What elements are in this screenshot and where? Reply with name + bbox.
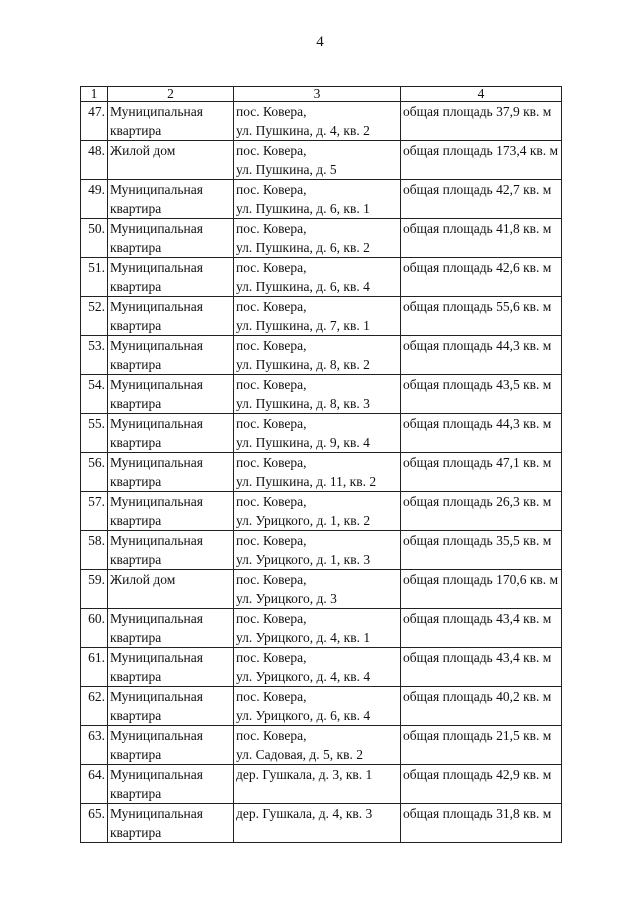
object-type-line: Муниципальная: [110, 377, 203, 392]
address-cell: [234, 492, 401, 531]
object-type-line: Муниципальная: [110, 299, 203, 314]
area-cell: общая площадь 43,4 кв. м: [401, 609, 562, 648]
address-cell: [234, 141, 401, 180]
area-cell: общая площадь 47,1 кв. м: [401, 453, 562, 492]
area-cell: общая площадь 41,8 кв. м: [401, 219, 562, 258]
address-line: пос. Ковера,: [236, 728, 307, 743]
column-header: 4: [401, 87, 562, 102]
address-line: ул. Пушкина, д. 11, кв. 2: [236, 474, 377, 489]
address-line: дер. Гушкала, д. 4, кв. 3: [236, 806, 373, 821]
object-type-cell: [108, 726, 234, 765]
table-row: [81, 726, 562, 765]
object-type-line: квартира: [110, 747, 162, 762]
object-type-cell: [108, 531, 234, 570]
area-cell: общая площадь 173,4 кв. м: [401, 141, 562, 180]
table-row: [81, 141, 562, 180]
row-number-cell: 61.: [81, 648, 108, 687]
row-number-cell: 65.: [81, 804, 108, 843]
address-line: пос. Ковера,: [236, 260, 307, 275]
area-cell: общая площадь 40,2 кв. м: [401, 687, 562, 726]
address-line: пос. Ковера,: [236, 182, 307, 197]
address-cell: [234, 648, 401, 687]
area-cell: общая площадь 31,8 кв. м: [401, 804, 562, 843]
address-cell: [234, 375, 401, 414]
address-line: пос. Ковера,: [236, 377, 307, 392]
table-row: [81, 765, 562, 804]
object-type-line: квартира: [110, 474, 162, 489]
row-number-cell: 51.: [81, 258, 108, 297]
row-number-cell: 63.: [81, 726, 108, 765]
table-row: [81, 453, 562, 492]
object-type-line: квартира: [110, 318, 162, 333]
table-row: [81, 375, 562, 414]
address-line: пос. Ковера,: [236, 338, 307, 353]
area-cell: общая площадь 42,7 кв. м: [401, 180, 562, 219]
address-cell: [234, 414, 401, 453]
object-type-cell: [108, 141, 234, 180]
table-row: [81, 648, 562, 687]
object-type-line: Муниципальная: [110, 455, 203, 470]
address-line: ул. Пушкина, д. 6, кв. 1: [236, 201, 370, 216]
address-line: дер. Гушкала, д. 3, кв. 1: [236, 767, 373, 782]
address-line: ул. Урицкого, д. 3: [236, 591, 337, 606]
address-cell: [234, 297, 401, 336]
address-cell: [234, 687, 401, 726]
object-type-line: Муниципальная: [110, 104, 203, 119]
address-line: пос. Ковера,: [236, 611, 307, 626]
address-cell: [234, 609, 401, 648]
object-type-line: квартира: [110, 357, 162, 372]
area-cell: общая площадь 44,3 кв. м: [401, 336, 562, 375]
object-type-line: Жилой дом: [110, 143, 176, 158]
address-line: пос. Ковера,: [236, 299, 307, 314]
row-number-cell: 55.: [81, 414, 108, 453]
area-cell: общая площадь 170,6 кв. м: [401, 570, 562, 609]
object-type-line: квартира: [110, 708, 162, 723]
area-cell: общая площадь 55,6 кв. м: [401, 297, 562, 336]
object-type-cell: [108, 297, 234, 336]
object-type-line: Муниципальная: [110, 650, 203, 665]
address-cell: [234, 531, 401, 570]
address-cell: [234, 102, 401, 141]
row-number-cell: 60.: [81, 609, 108, 648]
object-type-cell: [108, 570, 234, 609]
address-line: ул. Урицкого, д. 4, кв. 4: [236, 669, 371, 684]
table-row: [81, 102, 562, 141]
area-cell: общая площадь 42,9 кв. м: [401, 765, 562, 804]
column-header: 3: [234, 87, 401, 102]
address-cell: [234, 765, 401, 804]
address-line: пос. Ковера,: [236, 533, 307, 548]
row-number-cell: 52.: [81, 297, 108, 336]
object-type-cell: [108, 609, 234, 648]
object-type-line: квартира: [110, 552, 162, 567]
address-line: ул. Урицкого, д. 4, кв. 1: [236, 630, 371, 645]
address-line: ул. Пушкина, д. 8, кв. 2: [236, 357, 370, 372]
address-line: ул. Пушкина, д. 6, кв. 2: [236, 240, 370, 255]
column-header: 2: [108, 87, 234, 102]
object-type-cell: [108, 492, 234, 531]
property-table: [80, 86, 562, 843]
object-type-line: квартира: [110, 123, 162, 138]
object-type-line: Муниципальная: [110, 182, 203, 197]
object-type-line: Муниципальная: [110, 338, 203, 353]
address-line: ул. Пушкина, д. 9, кв. 4: [236, 435, 370, 450]
row-number-cell: 56.: [81, 453, 108, 492]
table-row: [81, 492, 562, 531]
object-type-line: квартира: [110, 669, 162, 684]
object-type-cell: [108, 258, 234, 297]
object-type-line: квартира: [110, 513, 162, 528]
object-type-line: квартира: [110, 240, 162, 255]
object-type-cell: [108, 414, 234, 453]
object-type-line: Муниципальная: [110, 494, 203, 509]
object-type-cell: [108, 375, 234, 414]
area-cell: общая площадь 43,5 кв. м: [401, 375, 562, 414]
object-type-line: квартира: [110, 786, 162, 801]
table-row: [81, 804, 562, 843]
address-line: пос. Ковера,: [236, 689, 307, 704]
area-cell: общая площадь 37,9 кв. м: [401, 102, 562, 141]
address-line: пос. Ковера,: [236, 572, 307, 587]
address-line: пос. Ковера,: [236, 416, 307, 431]
object-type-line: Муниципальная: [110, 221, 203, 236]
row-number-cell: 64.: [81, 765, 108, 804]
object-type-line: Муниципальная: [110, 611, 203, 626]
object-type-line: Муниципальная: [110, 728, 203, 743]
row-number-cell: 58.: [81, 531, 108, 570]
column-header: 1: [81, 87, 108, 102]
address-cell: [234, 180, 401, 219]
address-line: ул. Пушкина, д. 7, кв. 1: [236, 318, 370, 333]
table-row: [81, 180, 562, 219]
table-row: [81, 297, 562, 336]
address-cell: [234, 453, 401, 492]
address-line: ул. Урицкого, д. 1, кв. 2: [236, 513, 371, 528]
area-cell: общая площадь 44,3 кв. м: [401, 414, 562, 453]
row-number-cell: 49.: [81, 180, 108, 219]
object-type-line: квартира: [110, 279, 162, 294]
address-line: пос. Ковера,: [236, 650, 307, 665]
row-number-cell: 57.: [81, 492, 108, 531]
address-cell: [234, 258, 401, 297]
object-type-cell: [108, 765, 234, 804]
address-line: пос. Ковера,: [236, 455, 307, 470]
table-row: [81, 531, 562, 570]
area-cell: общая площадь 43,4 кв. м: [401, 648, 562, 687]
address-cell: [234, 804, 401, 843]
table-row: [81, 687, 562, 726]
object-type-cell: [108, 336, 234, 375]
page-number: 4: [316, 34, 324, 50]
object-type-cell: [108, 648, 234, 687]
object-type-line: квартира: [110, 435, 162, 450]
object-type-line: квартира: [110, 825, 162, 840]
object-type-line: Муниципальная: [110, 767, 203, 782]
address-line: пос. Ковера,: [236, 221, 307, 236]
address-cell: [234, 726, 401, 765]
address-cell: [234, 219, 401, 258]
object-type-line: квартира: [110, 396, 162, 411]
table-row: [81, 609, 562, 648]
address-line: ул. Пушкина, д. 8, кв. 3: [236, 396, 370, 411]
object-type-line: квартира: [110, 201, 162, 216]
table-row: [81, 570, 562, 609]
address-line: ул. Пушкина, д. 4, кв. 2: [236, 123, 370, 138]
address-line: пос. Ковера,: [236, 104, 307, 119]
row-number-cell: 54.: [81, 375, 108, 414]
object-type-cell: [108, 102, 234, 141]
object-type-line: Жилой дом: [110, 572, 176, 587]
address-cell: [234, 336, 401, 375]
row-number-cell: 48.: [81, 141, 108, 180]
object-type-line: Муниципальная: [110, 533, 203, 548]
row-number-cell: 59.: [81, 570, 108, 609]
object-type-cell: [108, 453, 234, 492]
object-type-cell: [108, 687, 234, 726]
address-line: пос. Ковера,: [236, 143, 307, 158]
address-line: ул. Урицкого, д. 1, кв. 3: [236, 552, 371, 567]
table-header-row: [81, 87, 562, 102]
table-row: [81, 336, 562, 375]
row-number-cell: 53.: [81, 336, 108, 375]
row-number-cell: 62.: [81, 687, 108, 726]
row-number-cell: 50.: [81, 219, 108, 258]
area-cell: общая площадь 42,6 кв. м: [401, 258, 562, 297]
object-type-line: Муниципальная: [110, 260, 203, 275]
area-cell: общая площадь 26,3 кв. м: [401, 492, 562, 531]
object-type-cell: [108, 804, 234, 843]
address-line: ул. Урицкого, д. 6, кв. 4: [236, 708, 371, 723]
object-type-cell: [108, 219, 234, 258]
object-type-line: Муниципальная: [110, 806, 203, 821]
address-cell: [234, 570, 401, 609]
object-type-line: квартира: [110, 630, 162, 645]
object-type-cell: [108, 180, 234, 219]
address-line: ул. Садовая, д. 5, кв. 2: [236, 747, 363, 762]
row-number-cell: 47.: [81, 102, 108, 141]
address-line: ул. Пушкина, д. 5: [236, 162, 337, 177]
table-row: [81, 258, 562, 297]
area-cell: общая площадь 35,5 кв. м: [401, 531, 562, 570]
table-row: [81, 219, 562, 258]
address-line: ул. Пушкина, д. 6, кв. 4: [236, 279, 370, 294]
address-line: пос. Ковера,: [236, 494, 307, 509]
table-row: [81, 414, 562, 453]
object-type-line: Муниципальная: [110, 416, 203, 431]
area-cell: общая площадь 21,5 кв. м: [401, 726, 562, 765]
object-type-line: Муниципальная: [110, 689, 203, 704]
